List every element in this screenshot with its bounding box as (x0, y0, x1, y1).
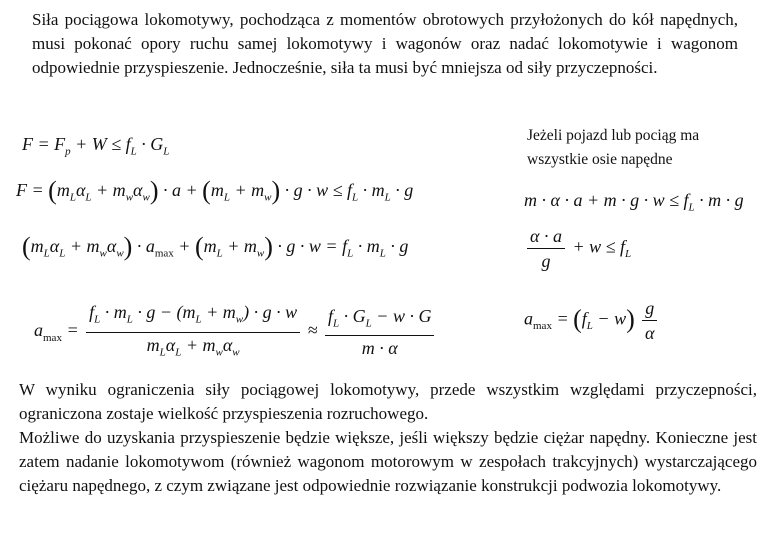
equation-tractive-force: $F = F_p + W \le f_L \cdot G_L$ (22, 134, 170, 158)
conclusion-line-1: W wyniku ograniczenia siły pociągowej lokomotywy, przede wszystkim względami przyczepności, ograniczona zostaje wielkość przyspieszenia rozruchowego. (19, 380, 757, 423)
conclusion-line-2: Możliwe do uzyskania przyspieszenie będzie większe, jeśli większy będzie ciężar napędny. Konieczne jest zatem nadanie lokomotywom (również wagonom motorowym w zespołach trakcyjnych) wystarczającego ciężaru napędnego, z czym związane jest odpowiednie rozwiązanie konstrukcji podwozia lokomotywy. (19, 428, 757, 495)
equation-max-acceleration-right: $a_{max} = (f_L - w)$ $\frac{g}{\alpha}$ (524, 298, 660, 343)
equation-max-acceleration-condition: $(m_L\alpha_L + m_w\alpha_w) \cdot a_{max} + (m_L + m_w) \cdot g \cdot w = f_L \cdot m_L \cdot g$ (22, 232, 409, 261)
conclusion-paragraph (19, 378, 757, 498)
intro-paragraph: Siła pociągowa lokomotywy, pochodząca z momentów obrotowych przyłożonych do kół napędnych, musi pokonać opory ruchu samej lokomotywy i wagonów oraz nadać lokomotywie i wagonom odpowiednie przyspieszenie. Jednocześnie, siła ta musi być mniejsza od siły przyczepności. (32, 10, 738, 77)
all-axles-driven-note: Jeżeli pojazd lub pociąg ma wszystkie osie napędne (527, 127, 700, 168)
equation-force-expanded: $F = (m_L\alpha_L + m_w\alpha_w) \cdot a + (m_L + m_w) \cdot g \cdot w \le f_L \cdot m_L \cdot g$ (16, 176, 414, 205)
equation-all-driven: $m \cdot \alpha \cdot a + m \cdot g \cdot w \le f_L \cdot m \cdot g$ (524, 190, 744, 214)
equation-max-acceleration-left: $a_{max}$ = $\frac{f_L \cdot m_L \cdot g - (m_L + m_w) \cdot g \cdot w}{m_L\alpha_L + m_w\alpha_w}$ ≈ $\frac{f_L \cdot G_L - w \cdot G}{m \cdot \alpha}$ (34, 302, 437, 362)
equation-all-driven-ratio: $\frac{\alpha \cdot a}{g}$ + $w \le f_L$ (524, 226, 631, 271)
